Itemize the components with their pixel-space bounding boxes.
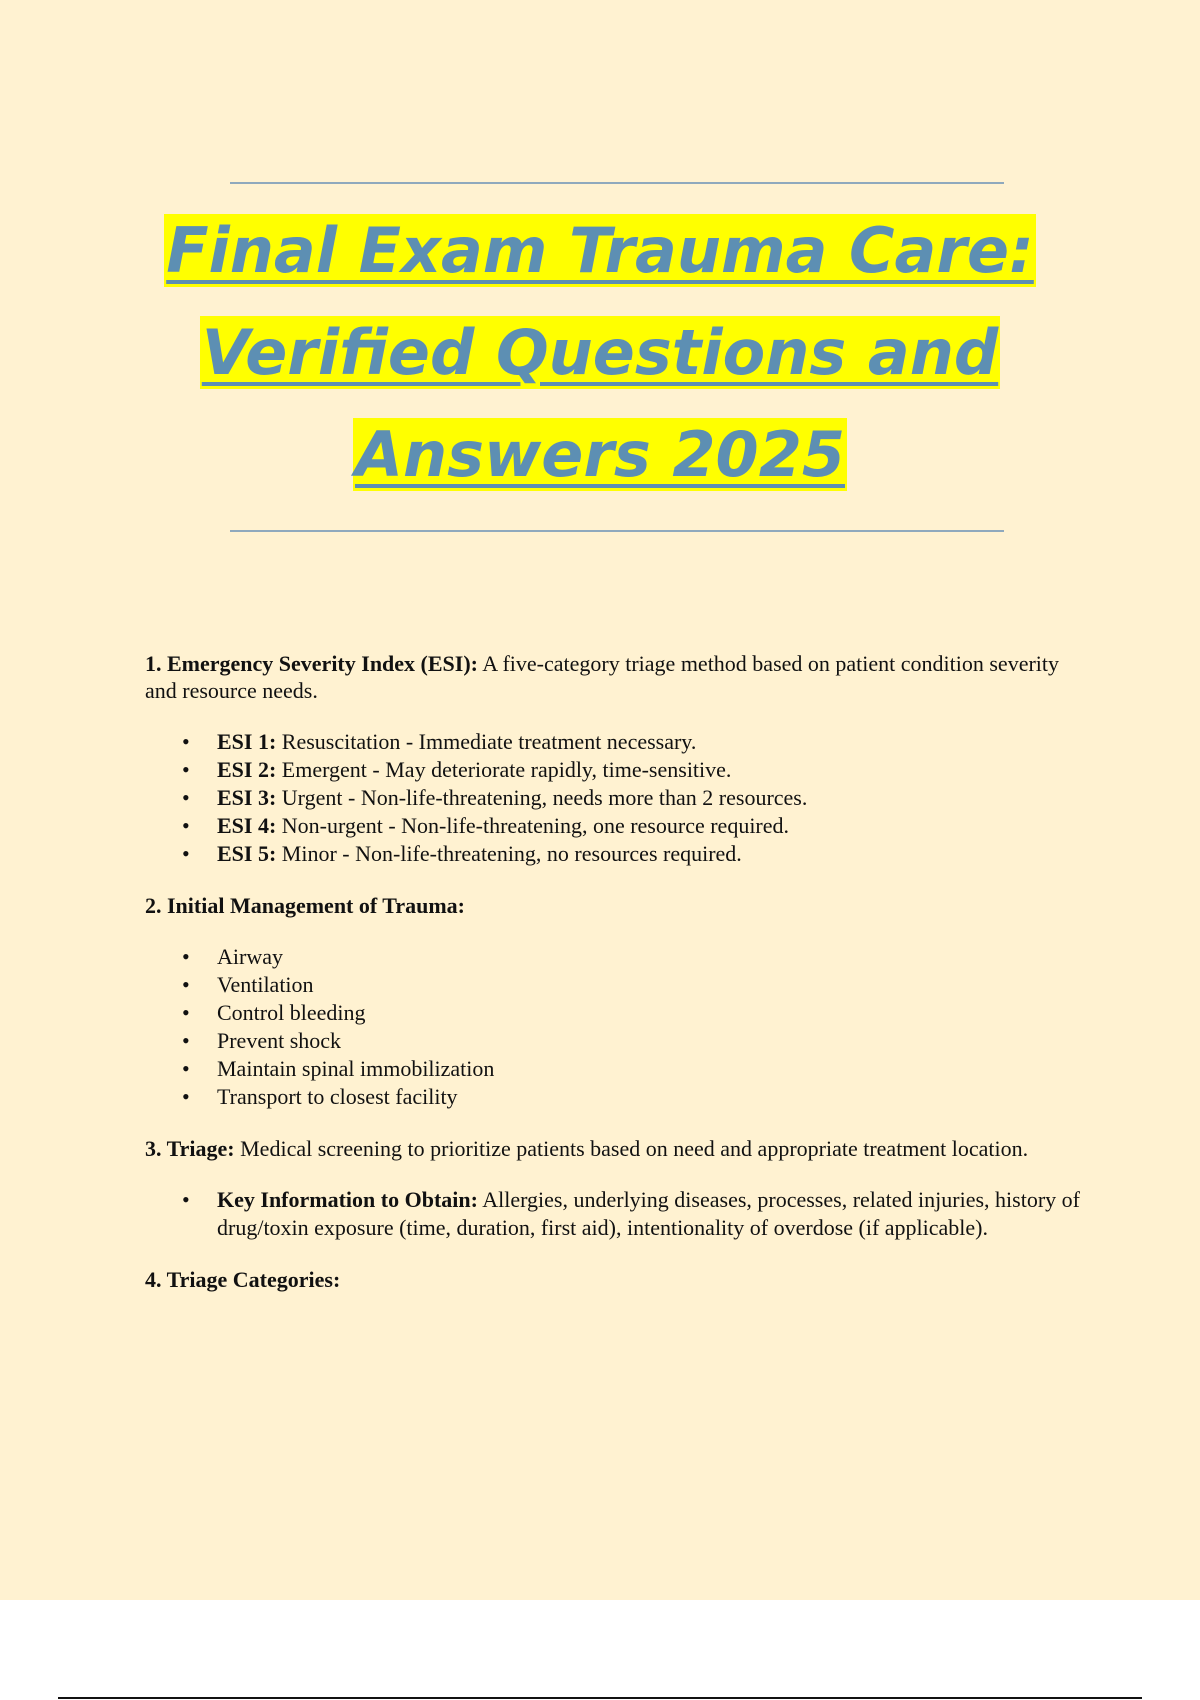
bullet-icon: • (182, 757, 190, 782)
list-item (182, 1083, 1085, 1111)
bullet-icon: • (182, 785, 190, 810)
section-triage-categories (145, 1266, 1085, 1293)
document-title (0, 200, 1200, 506)
list-item (182, 1027, 1085, 1055)
list-item (182, 784, 1085, 812)
title-rule-bottom (230, 530, 1004, 532)
initial-management-list (145, 943, 1085, 1111)
bullet-icon: • (182, 1028, 190, 1053)
list-item-text: Non-urgent - Non-life-threatening, one resource required. (276, 813, 790, 838)
section-triage-categories-heading: 4. Triage Categories: (145, 1267, 341, 1292)
section-triage (145, 1135, 1085, 1162)
list-item-label: ESI 2: (217, 757, 277, 782)
bullet-icon: • (182, 1056, 190, 1081)
esi-list (145, 728, 1085, 868)
bullet-icon: • (182, 1000, 190, 1025)
title-line-1: Final Exam Trauma Care: (166, 214, 1034, 287)
list-item (182, 840, 1085, 868)
bullet-icon: • (182, 841, 190, 866)
title-rule-top (230, 182, 1004, 184)
list-item-text: Transport to closest facility (217, 1084, 458, 1109)
list-item (182, 756, 1085, 784)
section-triage-heading: 3. Triage: (145, 1136, 235, 1161)
list-item-text: Minor - Non-life-threatening, no resources required. (276, 841, 742, 866)
list-item-text: Emergent - May deteriorate rapidly, time-sensitive. (276, 757, 732, 782)
list-item (182, 728, 1085, 756)
triage-list (145, 1186, 1085, 1242)
bullet-icon: • (182, 729, 190, 754)
list-item (182, 943, 1085, 971)
list-item-text: Resuscitation - Immediate treatment necessary. (276, 729, 697, 754)
list-item-text: Urgent - Non-life-threatening, needs more than 2 resources. (276, 785, 808, 810)
section-initial-management-heading: 2. Initial Management of Trauma: (145, 893, 465, 918)
section-initial-management (145, 892, 1085, 919)
list-item (182, 999, 1085, 1027)
document-body (145, 650, 1085, 1317)
bullet-icon: • (182, 1187, 190, 1212)
list-item-label: ESI 5: (217, 841, 277, 866)
list-item (182, 971, 1085, 999)
title-line-2: Verified Questions and (201, 316, 999, 389)
section-triage-text: Medical screening to prioritize patients based on need and appropriate treatment location. (234, 1136, 1029, 1161)
section-esi-text: A five-category triage method based on patient condition severity and resource needs. (145, 651, 1060, 703)
list-item-label: Key Information to Obtain: (217, 1187, 478, 1212)
section-esi (145, 650, 1085, 704)
bullet-icon: • (182, 944, 190, 969)
list-item-text: Ventilation (217, 972, 314, 997)
section-esi-heading: 1. Emergency Severity Index (ESI): (145, 651, 479, 676)
list-item-text: Prevent shock (217, 1028, 342, 1053)
list-item-text: Maintain spinal immobilization (217, 1056, 495, 1081)
bullet-icon: • (182, 813, 190, 838)
list-item (182, 1186, 1085, 1242)
list-item-text: Allergies, underlying diseases, processes, related injuries, history of drug/toxin exposure (time, duration, first aid), intentionality of overdose (if applicable). (217, 1187, 1080, 1240)
list-item-text: Airway (217, 944, 283, 969)
list-item-label: ESI 3: (217, 785, 277, 810)
list-item-text: Control bleeding (217, 1000, 366, 1025)
list-item (182, 1055, 1085, 1083)
bullet-icon: • (182, 972, 190, 997)
list-item-label: ESI 4: (217, 813, 277, 838)
bullet-icon: • (182, 1084, 190, 1109)
title-line-3: Answers 2025 (355, 418, 845, 491)
list-item-label: ESI 1: (217, 729, 277, 754)
footer-rule (58, 1697, 1142, 1699)
list-item (182, 812, 1085, 840)
